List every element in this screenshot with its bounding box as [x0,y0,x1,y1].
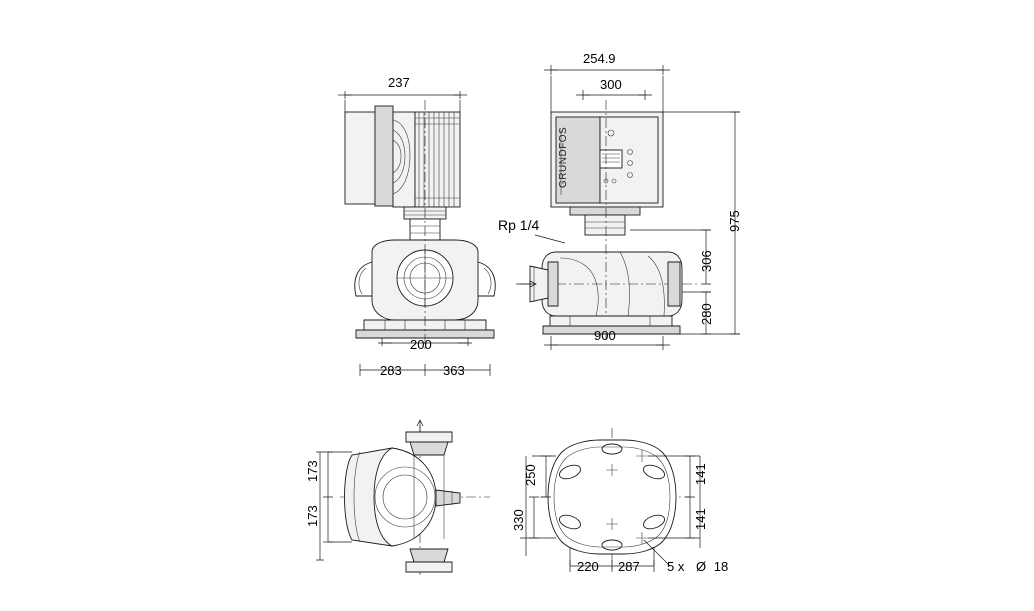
dim-base-220: 220 [577,559,599,574]
brand-label: GRUNDFOS [558,126,569,188]
thread-callout-rp14: Rp 1/4 [498,217,540,233]
hole-count-label: 5 x [667,559,685,574]
hole-count-callout [667,560,728,573]
dim-side-port-280: 280 [699,303,714,325]
base-plate-geometry [520,428,700,572]
top-view-geometry [316,420,490,575]
dim-base-287: 287 [618,559,640,574]
dim-side-shaft-306: 306 [699,250,714,272]
dim-front-base-283: 283 [380,363,402,378]
dim-top-offset-upper-173: 173 [305,460,320,482]
dim-front-flange-200: 200 [410,337,432,352]
hole-diameter-label: 18 [713,559,729,574]
dim-side-base-900: 900 [594,328,616,343]
dim-side-motor-300: 300 [600,77,622,92]
dim-base-141-lower: 141 [693,508,708,530]
dim-base-330: 330 [511,509,526,531]
dim-top-offset-lower-173: 173 [305,505,320,527]
dim-base-141-upper: 141 [693,463,708,485]
dim-side-height-975: 975 [727,210,742,232]
dim-base-250: 250 [523,464,538,486]
dim-side-overall-254-9: 254.9 [583,51,616,66]
dim-front-width-237: 237 [388,75,410,90]
dim-front-base-363: 363 [443,363,465,378]
diameter-icon: Ø [695,559,707,574]
front-view-geometry [338,91,495,376]
